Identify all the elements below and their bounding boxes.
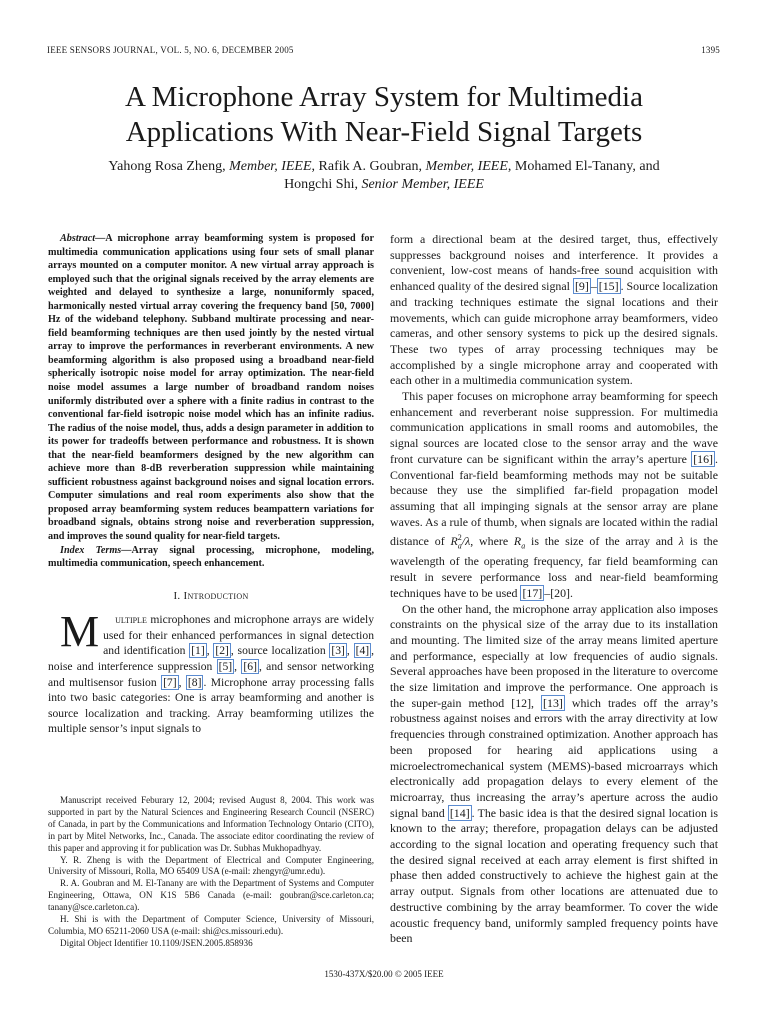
section-number: I. [173,589,184,602]
citation-link[interactable]: [17] [522,585,543,600]
author-name: Hongchi Shi, [284,177,362,192]
abstract-text: —A microphone array beamforming system is proposed for multimedia communication applications using four sets of small planar arrays mounted on a computer monitor. A new virtual array approach is employed such that the original signals received by the array elements are weighted and delayed to synthesize a large, nonuniformly spaced, harmonically nested virtual array covering the frequency band [50, 7000] Hz of the wideband telephony. Subband multirate processing and near-field beamforming techniques are then used jointly by the nested virtual array to improve the performances in reverberant environments. A new beamforming algorithm is also proposed using a broadband near-field spherically isotropic noise model for array optimization. The near-field noise model assumes a large number of broadband random noises uniformly distributed over a sphere with a finite radius in contrast to the conventional far-field isotropic noise model which has an infinite radius. The radius of the noise model, thus, adds a design parameter in addition to its power for tradeoffs between performance and robustness. It is shown that the near-field beamformers designed by the new algorithm can achieve more than 8-dB reverberation suppression while maintaining sufficient robustness against background noises and signal location errors. Computer simulations and real room experiments also show that the proposed array beamforming system reduces beampattern variations for broadband signals, obtains strong noise and reverberation suppression, and improves the sound quality for near-field targets. [48,233,374,543]
author-role: Member, IEEE [229,159,312,174]
citation-link[interactable]: [9] [574,279,589,294]
author-line-1 [40,158,728,176]
body-text: . Conventional far-field beamforming methods may not be suitable because they use the simplified far-field propagation model assuming that all impinging signals at the sensor array are plane waves. As a rule of thumb, when signals are located within the radial distance of [390,451,718,549]
body-text: This paper focuses on microphone array beamforming for speech enhancement and reverberant noise suppression. For multimedia communication applications in small rooms and automobiles, the signal sources are located close to the sensor array and the wave front curvature can be significant within the array’s aperture [390,389,718,466]
paper-title-line-2: Applications With Near-Field Signal Targets [125,116,643,148]
footnote-manuscript: Manuscript received Feburary 12, 2004; revised August 8, 2004. This work was supported in part by the Natural Sciences and Engineering Research Council (NSERC) of Canada, in part by the Communications and Information Technology Ontario (CITO), in part by Mitel Networks, Inc., Canada. The associate editor coordinating the review of this paper and approving it for publication was Dr. Subhas Mukhopadhyay. [48,795,374,853]
body-text: is the size of the array and [525,534,679,549]
citation-link[interactable]: [6] [243,660,257,674]
citation-link[interactable]: [8] [187,675,202,689]
footnotes [48,795,374,950]
body-text: . The basic idea is that the desired signal location is known to the array; therefore, propagation delays can be adjusted according to the signal location and operating frequency such that the desired signal received at each array element is first shifted in phase then added constructively to achieve the highest gain at the array output. Signals from other locations are attenuated due to destructive combining by the array beamformer. To cover the wide acoustic frequency band, uniformly sampled frequency points have been [390,805,718,946]
abstract [48,232,374,544]
author-name: Yahong Rosa Zheng, [108,159,230,174]
running-head [47,45,720,59]
citation-link[interactable]: [7] [163,675,177,689]
citation-link[interactable]: [4] [355,644,370,658]
footnote-affiliation: R. A. Goubran and M. El-Tanany are with the Department of Systems and Computer Engineering, Ottawa, ON K1S 5B6 Canada (e-mail: goubran@sce.carleton.ca; tanany@sce.carleton.ca). [48,878,374,913]
index-terms [48,544,374,571]
citation-link[interactable]: [13] [543,695,563,710]
math-symbol: R [513,534,522,549]
author-name: , Rafik A. Goubran, [311,159,426,174]
citation-link[interactable]: [16] [693,451,714,466]
body-text: – [590,279,597,294]
index-terms-label: Index Terms [60,544,122,556]
citation-link[interactable]: [15] [598,279,619,294]
citation-link[interactable]: [1] [191,644,205,658]
section-heading [48,589,374,605]
copyright-footer: 1530-437X/$20.00 © 2005 IEEE [324,969,444,979]
math-expression [450,533,471,551]
math-symbol: λ [678,534,684,549]
journal-citation: IEEE SENSORS JOURNAL, VOL. 5, NO. 6, DECEMBER 2005 [47,45,294,55]
left-column [48,232,374,737]
citation-link[interactable]: [5] [218,660,233,674]
math-superscript: 2 [457,533,462,543]
paper-title-line-1: A Microphone Array System for Multimedia [125,81,643,113]
intro-text: . Microphone array processing falls into two basic categories: One is array beamforming and another is source localization and tracking. Array beamforming utilizes the multiple sensor’s input signals to [48,675,374,736]
math-symbol: R [450,534,458,549]
author-role: Member, IEEE [425,159,508,174]
section-title: Introduction [183,589,249,602]
body-text: is the wavelength of the operating frequency, far field beamforming can result in severe performance loss and near-field beamforming techniques have to be used [390,534,719,600]
index-terms-text: —Array signal processing, microphone, modeling, multimedia communication, speech enhancement. [48,544,374,570]
footnote-doi: Digital Object Identifier 10.1109/JSEN.2005.858936 [60,937,253,948]
math-expression [513,534,526,551]
intro-text: , [234,660,242,674]
footnote-affiliation: Y. R. Zheng is with the Department of Electrical and Computer Engineering, University of Missouri, Rolla, MO 65409 USA (e-mail: zhengyr@umr.edu). [48,854,374,877]
citation-link[interactable]: [14] [449,805,470,820]
author-name: , Mohamed El-Tanany, and [507,159,660,174]
citation-link[interactable]: [2] [215,644,229,658]
body-text: , where [470,534,514,549]
intro-text: , source localization [230,644,330,658]
author-role: Senior Member, IEEE [361,177,484,192]
abstract-label: Abstract [60,233,96,244]
math-subscript: a [457,541,462,551]
body-paragraph [390,602,718,947]
right-column [390,232,718,947]
footnote-affiliation: H. Shi is with the Department of Computer Science, University of Missouri, Columbia, MO 65211-2060 USA (e-mail: shi@cs.missouri.edu). [48,914,374,936]
body-paragraph [390,389,718,601]
body-text: . Source localization and tracking techniques estimate the signal locations and their movements, which can guide microphone array beamformers, video cameras, and other sensory systems to pick up the desired signals. These two types of array processing techniques may be accomplished by a single microphone array and cooperated with each other in a multimedia communication system. [390,279,718,388]
intro-text: microphones and microphone arrays are widely used for their enhanced performances in signal detection and identification [103,613,374,658]
intro-smallcaps: ultiple [115,613,147,627]
body-text: On the other hand, the microphone array application also imposes constraints on the physical size of the array due to its installation and mounting. The limited size of the array means limited aperture and performance, especially at low frequencies of audio signals. Several approaches have been proposed in the literature to overcome the size limitation and improve the performance. One approach is the super-gain method [12], [390,601,718,710]
body-paragraph [390,232,718,389]
intro-text: , [346,644,354,658]
math-symbol: /λ [461,534,471,549]
math-subscript: a [521,541,526,551]
intro-text: , noise and interference suppression [48,644,375,674]
intro-paragraph [48,607,375,737]
body-text: which trades off the array’s robustness against noises and errors with the array directivity at low frequencies through constrained optimization. Another approach has been proposed for hearing aid applications using a microelectromechanical system (MEMS)-based microarrays which electronically add propagation delays to every element of the microarray, thus increasing the array’s aperture across the audio signal band [390,695,718,820]
intro-text: , and sensor networking and multisensor fusion [48,660,375,689]
paper-title [40,80,728,150]
citation-link[interactable]: [3] [331,644,345,658]
intro-text: , [206,644,214,658]
drop-cap: M [60,607,100,657]
body-text: –[20]. [544,585,573,600]
intro-text: , [178,675,186,689]
author-line-2 [40,176,728,194]
page-number: 1395 [701,45,720,55]
author-list [40,158,728,194]
body-text: form a directional beam at the desired target, thus, effectively suppresses background noises and interference. It provides a convenient, low-cost means of hands-free sound acquisition with enhanced quality of the desired signal [390,232,718,294]
